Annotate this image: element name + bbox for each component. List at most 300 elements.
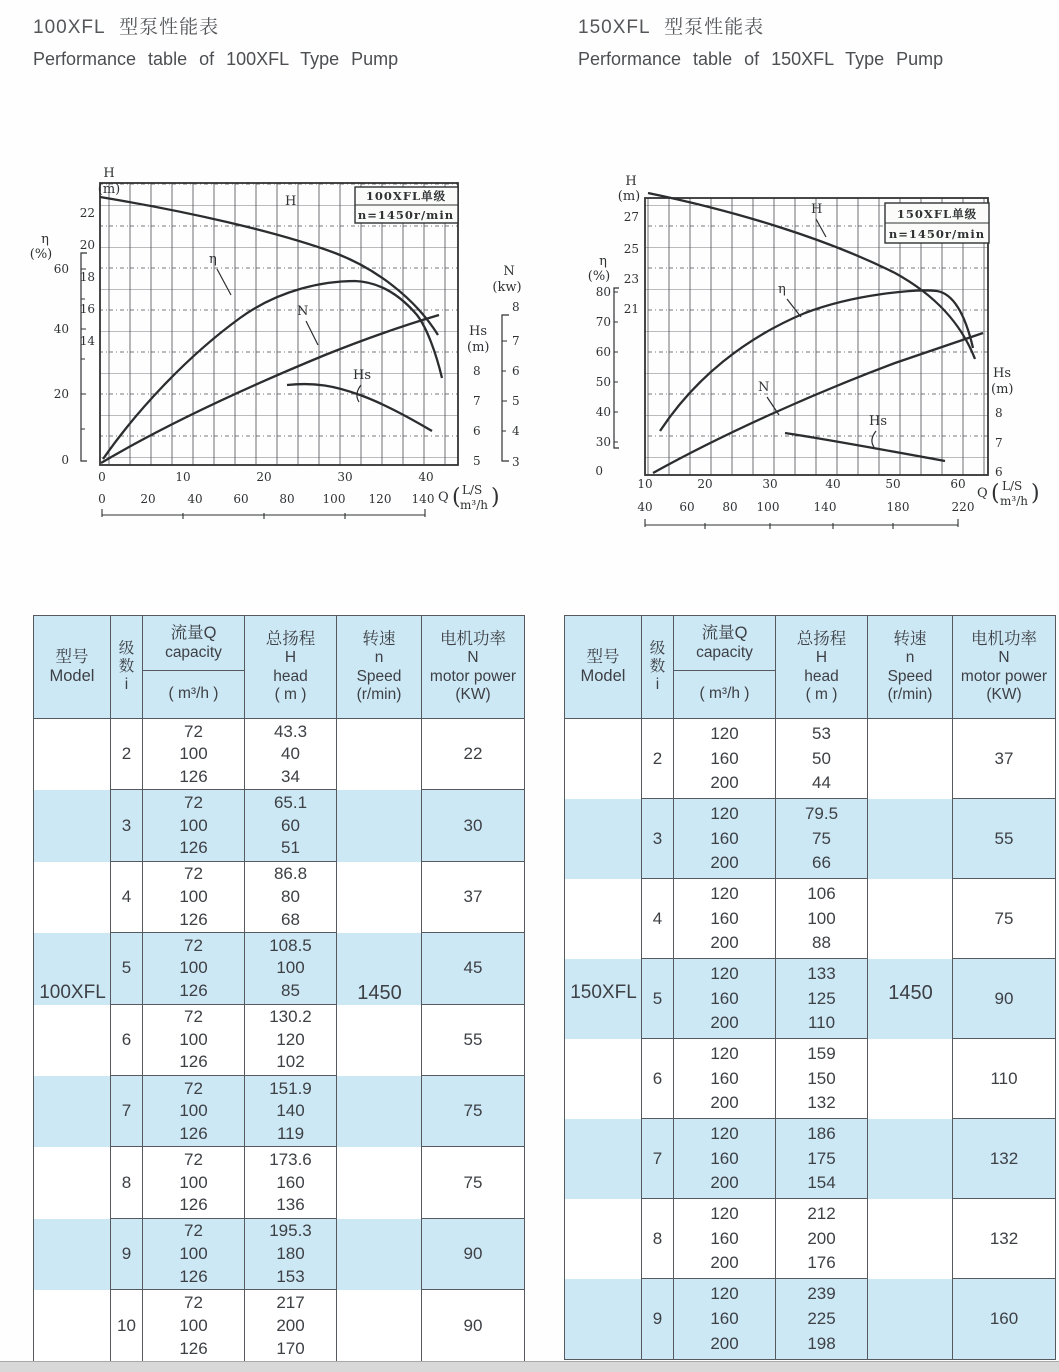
capacity-value: 100 — [179, 958, 208, 978]
chart2-box-speed: n=1450r/min — [888, 227, 986, 241]
header-model-en: Model — [49, 667, 95, 685]
chart1-h-tick: 22 — [79, 206, 95, 220]
header-head — [776, 616, 868, 718]
head-value: 173.6 — [269, 1149, 312, 1169]
header-speed-en: Speed — [887, 667, 933, 685]
header-head-unit: ( m ) — [274, 685, 307, 703]
header-capacity-en: capacity — [696, 643, 753, 661]
chart2-hs-axis-label: Hs — [993, 366, 1012, 381]
table-row — [34, 1290, 524, 1361]
capacity-value: 200 — [710, 773, 739, 793]
table-row — [34, 862, 524, 933]
power-cell — [422, 862, 524, 933]
stage-cell — [111, 1290, 143, 1361]
header-stage-zh2: 数 — [118, 657, 135, 675]
capacity-value: 100 — [179, 1172, 208, 1192]
head-value: 110 — [807, 1013, 836, 1033]
power-cell — [953, 1199, 1055, 1279]
chart1-eta-axis-unit: (%) — [29, 247, 53, 262]
table-row — [34, 1076, 524, 1147]
speed-cell-spacer — [868, 879, 953, 959]
speed-cell-spacer — [337, 1005, 422, 1076]
head-value: 108.5 — [269, 935, 312, 955]
capacity-value: 160 — [710, 828, 739, 848]
power-value: 160 — [989, 1309, 1019, 1328]
power-value: 30 — [463, 815, 483, 835]
stage-value: 6 — [121, 1029, 132, 1049]
chart1-x-tick: 0 — [98, 470, 106, 484]
chart1-h-tick: 20 — [79, 238, 95, 252]
stage-value: 8 — [121, 1172, 132, 1192]
chart-100xfl — [25, 163, 525, 531]
capacity-value: 200 — [710, 1334, 739, 1353]
chart1-n-tick: 8 — [512, 300, 520, 314]
capacity-cell — [674, 959, 776, 1039]
head-value: 225 — [807, 1309, 836, 1328]
head-value: 239 — [807, 1284, 836, 1303]
pump-table-100xfl — [33, 615, 525, 1363]
header-stage — [111, 616, 143, 718]
header-model-en: Model — [580, 667, 626, 685]
head-value: 53 — [812, 723, 831, 743]
head-value: 217 — [276, 1292, 305, 1312]
capacity-value: 160 — [710, 1068, 739, 1088]
chart2-eta-zero: 0 — [595, 464, 603, 478]
head-value: 212 — [807, 1203, 836, 1223]
page-bottom-edge — [0, 1361, 1059, 1372]
header-power-zh: 电机功率 — [440, 629, 506, 648]
header-power-sym: N — [467, 649, 479, 667]
chart2-x-tick: 30 — [762, 477, 778, 491]
head-value: 195.3 — [269, 1221, 312, 1241]
header-stage-zh1: 级 — [118, 639, 135, 657]
capacity-value: 100 — [179, 886, 208, 906]
head-cell — [776, 1279, 868, 1359]
capacity-cell — [674, 1279, 776, 1359]
capacity-value: 120 — [710, 883, 739, 903]
header-head-en: head — [804, 667, 839, 685]
head-value: 200 — [276, 1315, 305, 1335]
chart2-box-model: 150XFL单级 — [896, 207, 978, 221]
model-cell-spacer — [34, 1290, 111, 1361]
stage-value: 2 — [652, 748, 663, 768]
speed-cell-spacer — [868, 1039, 953, 1119]
capacity-value: 200 — [710, 853, 739, 873]
power-cell — [953, 959, 1055, 1039]
header-capacity-zh: 流量Q — [170, 624, 217, 643]
power-cell — [953, 1039, 1055, 1119]
table-header — [565, 616, 1055, 719]
table-row — [34, 1147, 524, 1218]
capacity-value: 126 — [179, 766, 208, 786]
power-value: 110 — [990, 1068, 1018, 1088]
head-cell — [776, 1199, 868, 1279]
header-power — [422, 616, 524, 718]
head-value: 88 — [812, 933, 831, 953]
chart2-x2-tick: 220 — [951, 500, 975, 514]
head-value: 151.9 — [269, 1078, 312, 1098]
power-value: 22 — [463, 744, 483, 764]
head-value: 180 — [276, 1243, 305, 1263]
chart2-x2-tick: 60 — [679, 500, 695, 514]
capacity-value: 72 — [184, 1007, 203, 1027]
chart2-x2-tick: 180 — [886, 500, 910, 514]
head-value: 140 — [276, 1101, 305, 1121]
header-power-sym: N — [998, 649, 1010, 667]
header-stage-i: i — [655, 676, 660, 694]
chart2-eta-tick: 50 — [595, 375, 611, 389]
chart2-hs-tick: 6 — [995, 465, 1003, 479]
table-row — [34, 1219, 524, 1290]
head-value: 120 — [276, 1029, 305, 1049]
speed-cell-spacer — [337, 1290, 422, 1361]
capacity-cell — [674, 1199, 776, 1279]
head-cell — [245, 1147, 337, 1218]
capacity-cell — [143, 1005, 245, 1076]
chart1-eta-axis-label: η — [41, 232, 49, 247]
stage-value: 5 — [652, 988, 663, 1008]
chart2-eta-tick: 70 — [595, 315, 611, 329]
model-cell-spacer — [34, 1147, 111, 1218]
capacity-value: 100 — [179, 1029, 208, 1049]
power-cell — [422, 1005, 524, 1076]
header-speed — [868, 616, 953, 718]
header-head-zh: 总扬程 — [796, 629, 847, 648]
chart1-hs-tick: 5 — [473, 454, 481, 468]
header-head-sym: H — [815, 649, 828, 667]
capacity-value: 100 — [179, 744, 208, 764]
capacity-cell — [674, 879, 776, 959]
chart2-label-N: N — [758, 380, 770, 395]
header-power-en: motor power — [960, 667, 1048, 685]
head-value: 160 — [276, 1172, 305, 1192]
head-value: 79.5 — [804, 803, 839, 823]
stage-cell — [111, 1005, 143, 1076]
paren: ) — [491, 485, 500, 510]
chart1-eta-tick: 40 — [53, 322, 69, 336]
stage-cell — [642, 1039, 674, 1119]
chart1-hs-axis-label: Hs — [469, 324, 488, 339]
model-cell-spacer — [565, 879, 642, 959]
capacity-value: 126 — [179, 1123, 208, 1143]
chart2-x2-tick: 80 — [722, 500, 738, 514]
head-value: 132 — [807, 1093, 836, 1113]
power-cell — [422, 719, 524, 790]
chart1-n-tick: 4 — [512, 424, 520, 438]
head-value: 75 — [812, 828, 831, 848]
head-value: 175 — [807, 1148, 836, 1168]
chart1-x2-tick: 60 — [233, 492, 249, 506]
header-speed-zh: 转速 — [893, 629, 927, 648]
capacity-value: 120 — [710, 723, 739, 743]
capacity-value: 120 — [710, 1123, 739, 1143]
capacity-value: 160 — [710, 988, 739, 1008]
power-value: 90 — [463, 1243, 483, 1263]
chart1-q-label: Q — [438, 490, 449, 505]
chart2-hs-tick: 7 — [995, 436, 1003, 450]
capacity-cell — [143, 790, 245, 861]
model-cell-spacer — [565, 1119, 642, 1199]
stage-cell — [111, 933, 143, 1004]
capacity-value: 126 — [179, 1195, 208, 1215]
stage-value: 7 — [652, 1148, 663, 1168]
power-value: 75 — [463, 1101, 483, 1121]
speed-cell-spacer — [337, 1219, 422, 1290]
speed-cell-spacer — [868, 1199, 953, 1279]
stage-value: 6 — [652, 1068, 663, 1088]
stage-cell — [642, 1279, 674, 1359]
speed-cell-spacer — [337, 719, 422, 790]
table-row — [565, 1039, 1055, 1119]
head-value: 51 — [281, 838, 300, 858]
head-cell — [245, 1076, 337, 1147]
capacity-cell — [143, 1290, 245, 1361]
header-stage-i: i — [124, 676, 129, 694]
power-cell — [953, 879, 1055, 959]
model-cell-spacer — [34, 1005, 111, 1076]
capacity-value: 100 — [179, 815, 208, 835]
model-cell-spacer — [565, 719, 642, 799]
power-cell — [422, 1290, 524, 1361]
capacity-cell — [143, 719, 245, 790]
capacity-value: 120 — [710, 803, 739, 823]
chart1-eta-tick: 0 — [61, 453, 69, 467]
model-cell-spacer — [34, 1076, 111, 1147]
power-cell — [422, 1147, 524, 1218]
capacity-value: 100 — [179, 1101, 208, 1121]
pump-table-150xfl — [564, 615, 1056, 1360]
capacity-value: 72 — [184, 1292, 203, 1312]
header-capacity-en: capacity — [165, 643, 222, 661]
capacity-value: 126 — [179, 1338, 208, 1358]
capacity-cell — [674, 1039, 776, 1119]
head-value: 60 — [281, 815, 300, 835]
chart1-n-tick: 6 — [512, 364, 520, 378]
head-value: 100 — [276, 958, 305, 978]
header-power-zh: 电机功率 — [971, 629, 1037, 648]
head-cell — [776, 1039, 868, 1119]
head-value: 119 — [276, 1123, 305, 1143]
chart2-label-eta: η — [778, 282, 786, 297]
chart2-label-H: H — [811, 202, 823, 217]
chart1-eta-tick: 20 — [53, 387, 69, 401]
head-cell — [245, 1005, 337, 1076]
power-value: 90 — [463, 1315, 483, 1335]
header-head-en: head — [273, 667, 308, 685]
chart1-eta-tick: 60 — [53, 262, 69, 276]
chart1-x-tick: 40 — [418, 470, 434, 484]
header-head-sym: H — [284, 649, 297, 667]
chart2-q-label: Q — [977, 486, 988, 501]
chart2-eta-axis-label: η — [599, 254, 607, 269]
capacity-cell — [143, 1219, 245, 1290]
chart1-n-tick: 3 — [512, 455, 520, 469]
power-value: 132 — [989, 1228, 1019, 1248]
header-head-unit: ( m ) — [805, 685, 838, 703]
capacity-cell — [674, 1119, 776, 1199]
table-row — [34, 719, 524, 790]
header-model — [565, 616, 642, 718]
capacity-value: 126 — [179, 909, 208, 929]
head-value: 40 — [281, 744, 300, 764]
head-value: 50 — [812, 748, 831, 768]
table-row — [565, 1199, 1055, 1279]
chart1-h-tick: 16 — [79, 302, 95, 316]
head-cell — [245, 1219, 337, 1290]
capacity-value: 200 — [710, 1013, 739, 1033]
header-stage-zh2: 数 — [649, 657, 666, 675]
power-cell — [422, 1076, 524, 1147]
chart1-box-model: 100XFL单级 — [365, 189, 447, 203]
stage-value: 8 — [652, 1228, 663, 1248]
chart2-h-axis-unit: (m) — [617, 189, 641, 204]
header-stage — [642, 616, 674, 718]
head-cell — [245, 862, 337, 933]
header-speed-zh: 转速 — [362, 629, 396, 648]
head-cell — [245, 790, 337, 861]
table-header — [34, 616, 524, 719]
header-capacity — [143, 616, 245, 718]
stage-value: 10 — [117, 1315, 136, 1335]
chart1-h-axis-unit: (m) — [97, 182, 121, 197]
header-power — [953, 616, 1055, 718]
capacity-value: 126 — [179, 1052, 208, 1072]
head-value: 80 — [281, 886, 300, 906]
speed-cell-spacer — [868, 1119, 953, 1199]
chart2-h-axis-label: H — [625, 174, 637, 189]
capacity-value: 120 — [710, 1284, 739, 1303]
capacity-value: 72 — [184, 935, 203, 955]
chart1-x-tick: 20 — [256, 470, 272, 484]
table-row — [565, 1119, 1055, 1199]
stage-cell — [642, 959, 674, 1039]
model-cell-spacer — [565, 799, 642, 879]
stage-cell — [642, 719, 674, 799]
chart1-x-tick: 10 — [175, 470, 191, 484]
chart1-q-unit-bottom: m³/h — [460, 498, 488, 512]
table-row — [565, 799, 1055, 879]
power-cell — [422, 933, 524, 1004]
capacity-value: 72 — [184, 864, 203, 884]
chart1-label-H: H — [285, 194, 297, 209]
chart1-h-axis-label: H — [103, 166, 115, 181]
power-cell — [953, 1279, 1055, 1359]
head-value: 100 — [807, 908, 836, 928]
paren: ) — [1031, 481, 1040, 506]
table-body — [565, 719, 1055, 1359]
table-row — [565, 719, 1055, 799]
header-model-zh: 型号 — [55, 647, 89, 666]
chart1-hs-tick: 7 — [473, 394, 481, 408]
stage-cell — [111, 790, 143, 861]
paren: ( — [452, 485, 461, 510]
chart1-label-N: N — [297, 304, 309, 319]
stage-value: 4 — [121, 886, 132, 906]
chart2-x2-tick: 100 — [756, 500, 780, 514]
stage-value: 2 — [121, 744, 132, 764]
capacity-value: 72 — [184, 1078, 203, 1098]
header-power-en: motor power — [429, 667, 517, 685]
head-value: 200 — [807, 1228, 836, 1248]
chart1-h-tick: 14 — [79, 334, 95, 348]
stage-value: 3 — [652, 828, 663, 848]
chart1-n-tick: 7 — [512, 334, 520, 348]
chart1-label-Hs: Hs — [353, 368, 372, 383]
capacity-cell — [143, 862, 245, 933]
power-value: 55 — [994, 828, 1014, 848]
chart2-x2-tick: 140 — [813, 500, 837, 514]
capacity-value: 126 — [179, 980, 208, 1000]
chart1-h-tick: 18 — [79, 270, 95, 284]
chart1-n-axis-label: N — [503, 264, 515, 279]
power-cell — [953, 799, 1055, 879]
head-value: 65.1 — [273, 792, 308, 812]
chart1-hs-tick: 6 — [473, 424, 481, 438]
chart2-eta-tick: 80 — [595, 285, 611, 299]
stage-cell — [642, 799, 674, 879]
title-100xfl-en: Performance table of 100XFL Type Pump — [33, 49, 399, 69]
capacity-value: 120 — [710, 963, 739, 983]
speed-value: 1450 — [357, 982, 402, 1004]
chart1-grid — [97, 182, 458, 465]
capacity-value: 126 — [179, 838, 208, 858]
chart1-x2-tick: 20 — [140, 492, 156, 506]
power-value: 75 — [994, 908, 1014, 928]
head-value: 34 — [281, 766, 300, 786]
capacity-value: 72 — [184, 1149, 203, 1169]
table-row — [565, 1279, 1055, 1359]
capacity-cell — [143, 1076, 245, 1147]
head-value: 125 — [807, 988, 836, 1008]
header-capacity-zh: 流量Q — [701, 624, 748, 643]
header-capacity — [674, 616, 776, 718]
table-row — [565, 879, 1055, 959]
capacity-value: 100 — [179, 1315, 208, 1335]
header-speed-unit: (r/min) — [356, 685, 402, 703]
model-cell-spacer — [34, 719, 111, 790]
speed-cell-spacer — [868, 1279, 953, 1359]
model-cell-spacer — [565, 1279, 642, 1359]
capacity-value: 72 — [184, 792, 203, 812]
capacity-value: 200 — [710, 1173, 739, 1193]
chart1-x-tick: 30 — [337, 470, 353, 484]
chart1-x2-tick: 120 — [368, 492, 392, 506]
chart2-h-tick: 25 — [623, 242, 639, 256]
chart2-q-unit-bottom: m³/h — [1000, 494, 1028, 508]
header-speed — [337, 616, 422, 718]
head-cell — [245, 933, 337, 1004]
title-150xfl — [578, 12, 943, 70]
speed-cell-spacer — [337, 1076, 422, 1147]
stage-cell — [642, 1119, 674, 1199]
header-speed-en: Speed — [356, 667, 402, 685]
head-cell — [776, 1119, 868, 1199]
head-value: 154 — [807, 1173, 836, 1193]
head-value: 106 — [807, 883, 836, 903]
power-value: 45 — [463, 958, 483, 978]
chart1-x2-tick: 140 — [411, 492, 435, 506]
header-head-zh: 总扬程 — [265, 629, 316, 648]
chart2-h-tick: 23 — [623, 272, 639, 286]
chart1-hs-axis-unit: (m) — [467, 340, 490, 355]
chart2-hs-axis-unit: (m) — [991, 382, 1014, 397]
model-cell-spacer — [34, 1219, 111, 1290]
table-body — [34, 719, 524, 1362]
capacity-value: 200 — [710, 933, 739, 953]
capacity-value: 160 — [710, 908, 739, 928]
title-150xfl-zh: 150XFL 型泵性能表 — [578, 17, 765, 38]
header-speed-sym: n — [905, 649, 915, 667]
